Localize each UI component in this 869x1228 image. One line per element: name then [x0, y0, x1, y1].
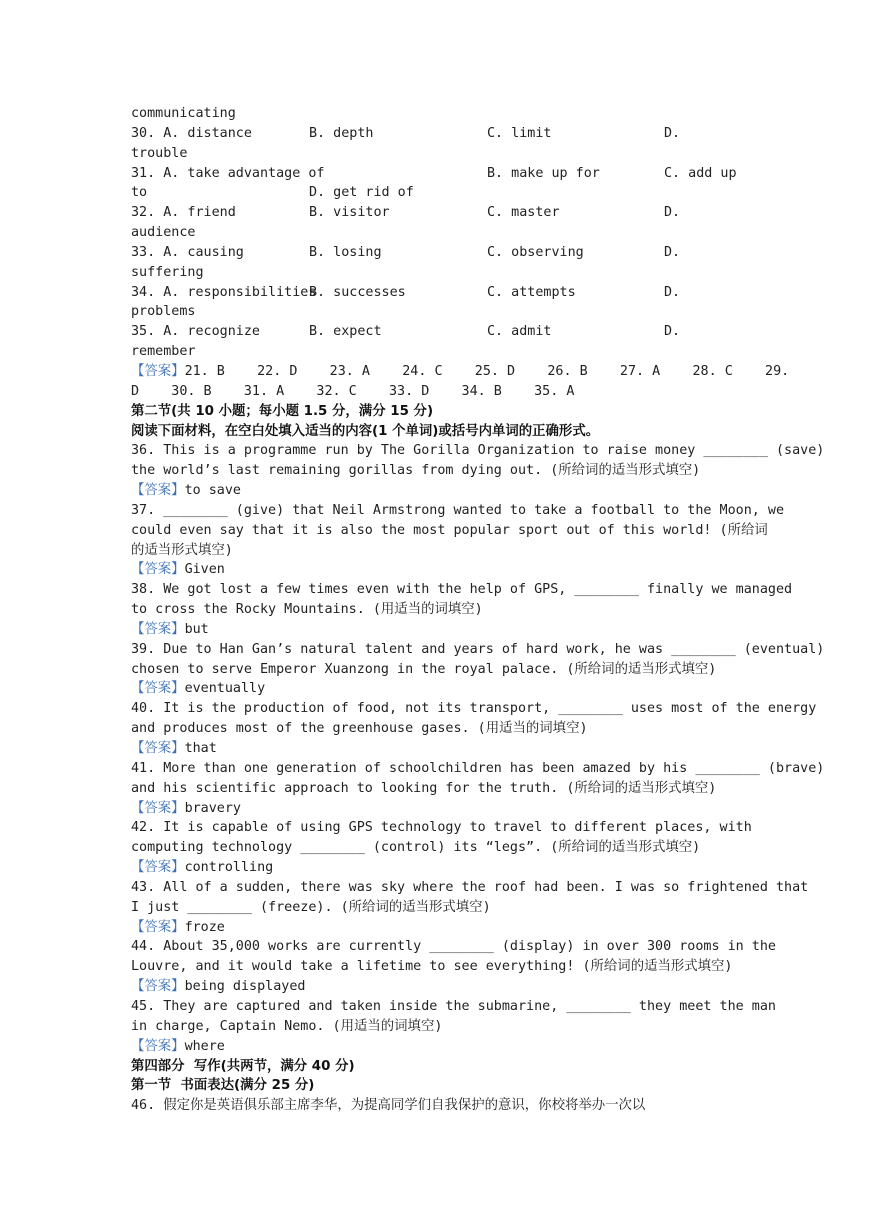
text-line: communicating — [131, 106, 236, 121]
option-b: B. expect — [309, 324, 382, 340]
question-38-cont: to cross the Rocky Mountains. (用适当的词填空) — [131, 602, 483, 618]
section-heading: 第一节 书面表达(满分 25 分) — [131, 1078, 315, 1094]
answer-39 — [131, 679, 741, 699]
part-heading: 第四部分 写作(共两节，满分 40 分) — [131, 1058, 355, 1074]
question-33 — [131, 243, 741, 263]
option-b: B. losing — [309, 244, 382, 260]
question-41-cont: and his scientific approach to looking for the truth. (所给词的适当形式填空) — [131, 780, 717, 796]
answer-tag: 【答案】 — [131, 919, 185, 935]
question-39-cont: chosen to serve Emperor Xuanzong in the royal palace. (所给词的适当形式填空) — [131, 661, 717, 677]
answer-text: where — [184, 1038, 225, 1054]
answer-37 — [131, 560, 741, 580]
text-line: suffering — [131, 264, 204, 280]
answer-tag: 【答案】 — [131, 483, 185, 499]
question-31 — [131, 164, 741, 184]
option-d: D. — [664, 205, 681, 221]
question-40-cont: and produces most of the greenhouse gases. (用适当的词填空) — [131, 721, 588, 737]
option-d: D. get rid of — [309, 185, 414, 201]
option-a: 35. A. recognize — [131, 324, 260, 340]
answer-tag: 【答案】 — [131, 681, 185, 697]
option-d: D. — [664, 324, 681, 340]
question-36: 36. This is a programme run by The Gorilla Organization to raise money ________ (save) — [131, 443, 825, 459]
answer-40 — [131, 739, 741, 759]
question-37: 37. ________ (give) that Neil Armstrong wanted to take a football to the Moon, we — [131, 502, 785, 518]
answer-line-cont: D 30. B 31. A 32. C 33. D 34. B 35. A — [131, 383, 575, 399]
option-a: 34. A. responsibilities — [131, 284, 317, 300]
question-40: 40. It is the production of food, not its transport, ________ uses most of the energy — [131, 701, 817, 717]
answer-tag: 【答案】 — [131, 1038, 185, 1054]
answer-text: 21. B 22. D 23. A 24. C 25. D 26. B 27. A 28. C 29. — [184, 363, 790, 379]
question-39: 39. Due to Han Gan’s natural talent and years of hard work, he was ________ (eventual) — [131, 641, 825, 657]
option-c: C. attempts — [487, 284, 576, 300]
option-b: B. successes — [309, 284, 406, 300]
option-a: 30. A. distance — [131, 125, 252, 141]
option-d: D. — [664, 284, 681, 300]
question-45: 45. They are captured and taken inside the submarine, ________ they meet the man — [131, 998, 776, 1014]
answer-tag: 【答案】 — [131, 363, 185, 379]
answer-45 — [131, 1037, 741, 1057]
text-line: trouble — [131, 145, 188, 161]
question-41: 41. More than one generation of schoolchildren has been amazed by his ________ (brave) — [131, 760, 825, 776]
option-b: B. visitor — [309, 205, 390, 221]
answer-line — [131, 362, 790, 382]
question-43: 43. All of a sudden, there was sky where the roof had been. I was so frightened that — [131, 879, 809, 895]
question-34 — [131, 283, 741, 303]
option-c: C. admit — [487, 324, 552, 340]
text-line: audience — [131, 225, 196, 241]
question-42: 42. It is capable of using GPS technology to travel to different places, with — [131, 820, 752, 836]
answer-tag: 【答案】 — [131, 741, 185, 756]
question-38: 38. We got lost a few times even with the help of GPS, ________ finally we managed — [131, 582, 793, 598]
option-a: 32. A. friend — [131, 205, 236, 221]
document-page — [131, 104, 825, 1116]
answer-44 — [131, 977, 741, 997]
answer-43 — [131, 918, 741, 938]
answer-tag: 【答案】 — [131, 621, 185, 637]
answer-36 — [131, 481, 741, 501]
answer-text: but — [184, 621, 209, 637]
answer-41 — [131, 799, 741, 819]
question-42-cont: computing technology ________ (control) its “legs”. (所给词的适当形式填空) — [131, 840, 701, 856]
question-30 — [131, 124, 741, 144]
question-36-cont: the world’s last remaining gorillas from dying out. (所给词的适当形式填空) — [131, 463, 701, 479]
question-32 — [131, 203, 741, 223]
option-d: D. — [664, 244, 681, 260]
answer-tag: 【答案】 — [131, 860, 185, 876]
option-c: C. limit — [487, 125, 552, 141]
option-c: C. observing — [487, 244, 584, 260]
text-line: problems — [131, 304, 196, 320]
answer-tag: 【答案】 — [131, 800, 185, 816]
answer-text: froze — [184, 919, 225, 935]
question-31-cont — [131, 183, 741, 203]
question-46: 46. 假定你是英语俱乐部主席李华，为提高同学们自我保护的意识，你校将举办一次以 — [131, 1098, 646, 1114]
option-text: to — [131, 185, 148, 201]
section-heading: 第二节(共 10 小题；每小题 1.5 分，满分 15 分) — [131, 403, 434, 419]
option-c: C. add up — [664, 165, 737, 181]
option-a: 31. A. take advantage of — [131, 165, 325, 181]
question-35 — [131, 322, 741, 342]
question-44-cont: Louvre, and it would take a lifetime to see everything! (所给词的适当形式填空) — [131, 959, 733, 975]
answer-38 — [131, 620, 741, 640]
answer-text: bravery — [184, 800, 241, 816]
option-c: C. master — [487, 205, 560, 221]
option-d: D. — [664, 125, 681, 141]
answer-text: Given — [184, 562, 225, 578]
question-37-cont: could even say that it is also the most popular sport out of this world! (所给词 — [131, 522, 768, 538]
answer-text: eventually — [184, 681, 266, 697]
answer-text: controlling — [184, 860, 274, 876]
answer-text: that — [184, 741, 217, 756]
answer-text: to save — [184, 483, 241, 499]
option-b: B. make up for — [487, 165, 600, 181]
option-a: 33. A. causing — [131, 244, 244, 260]
answer-tag: 【答案】 — [131, 979, 185, 995]
answer-42 — [131, 858, 741, 878]
answer-tag: 【答案】 — [131, 562, 185, 578]
option-b: B. depth — [309, 125, 374, 141]
question-37-cont: 的适当形式填空) — [131, 542, 233, 558]
text-line: remember — [131, 344, 196, 360]
question-45-cont: in charge, Captain Nemo. (用适当的词填空) — [131, 1018, 443, 1034]
question-44: 44. About 35,000 works are currently ________ (display) in over 300 rooms in the — [131, 939, 776, 955]
answer-text: being displayed — [184, 979, 306, 995]
section-instruction: 阅读下面材料，在空白处填入适当的内容(1 个单词)或括号内单词的正确形式。 — [131, 423, 600, 439]
question-43-cont: I just ________ (freeze). (所给词的适当形式填空) — [131, 899, 491, 915]
